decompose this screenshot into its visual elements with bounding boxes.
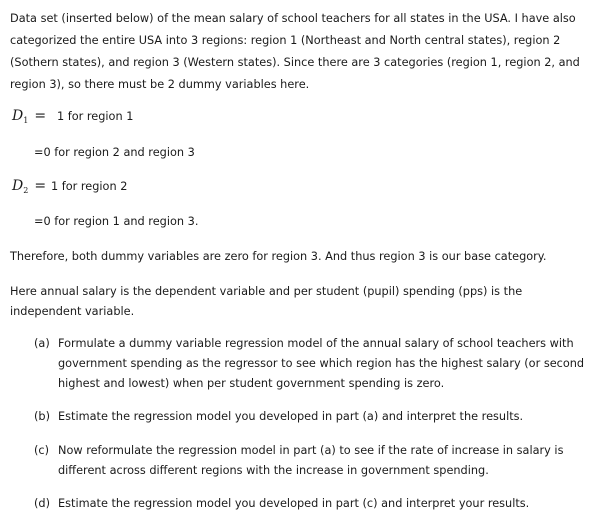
variables-line-2: independent variable. — [10, 305, 135, 318]
intro-line-4: region 3), so there must be 2 dummy variables here. — [10, 78, 310, 91]
intro-line-2: categorized the entire USA into 3 regions: region 1 (Northeast and North central states), region 2 — [10, 34, 561, 47]
d2-value: 1 for region 2 — [51, 180, 128, 193]
d2-symbol — [12, 176, 46, 201]
variables-line-1: Here annual salary is the dependent variable and per student (pupil) spending (pps) is the — [10, 285, 523, 298]
d2-equals: = — [34, 178, 47, 194]
d2-alt-value: =0 for region 1 and region 3. — [34, 215, 199, 228]
question-d-line-1: Estimate the regression model you developed in part (c) and interpret your results. — [58, 497, 530, 510]
d1-symbol — [12, 106, 46, 131]
base-category-note: Therefore, both dummy variables are zero for region 3. And thus region 3 is our base category. — [10, 250, 547, 263]
d2-subscript: 2 — [23, 186, 29, 195]
d1-equals: = — [34, 108, 47, 124]
question-a-label: (a) — [34, 337, 50, 350]
question-a-line-3: highest and lowest) when per student government spending is zero. — [58, 377, 445, 390]
intro-line-3: (Sothern states), and region 3 (Western states). Since there are 3 categories (region 1, region 2, and — [10, 56, 580, 69]
question-c-label: (c) — [34, 444, 50, 457]
question-c-line-2: different across different regions with the increase in government spending. — [58, 464, 489, 477]
question-b-label: (b) — [34, 410, 50, 423]
intro-line-1: Data set (inserted below) of the mean salary of school teachers for all states in the USA. I have also — [10, 12, 576, 25]
question-c-line-1: Now reformulate the regression model in part (a) to see if the rate of increase in salary is — [58, 444, 564, 457]
d1-alt-value: =0 for region 2 and region 3 — [34, 146, 195, 159]
question-a-line-2: government spending as the regressor to see which region has the highest salary (or second — [58, 357, 585, 370]
question-d-label: (d) — [34, 497, 50, 510]
question-a-line-1: Formulate a dummy variable regression model of the annual salary of school teachers with — [58, 337, 574, 350]
d1-letter: D — [12, 108, 24, 124]
d1-subscript: 1 — [23, 116, 29, 125]
d1-value: 1 for region 1 — [57, 110, 134, 123]
question-b-line-1: Estimate the regression model you developed in part (a) and interpret the results. — [58, 410, 524, 423]
d2-letter: D — [12, 178, 24, 194]
